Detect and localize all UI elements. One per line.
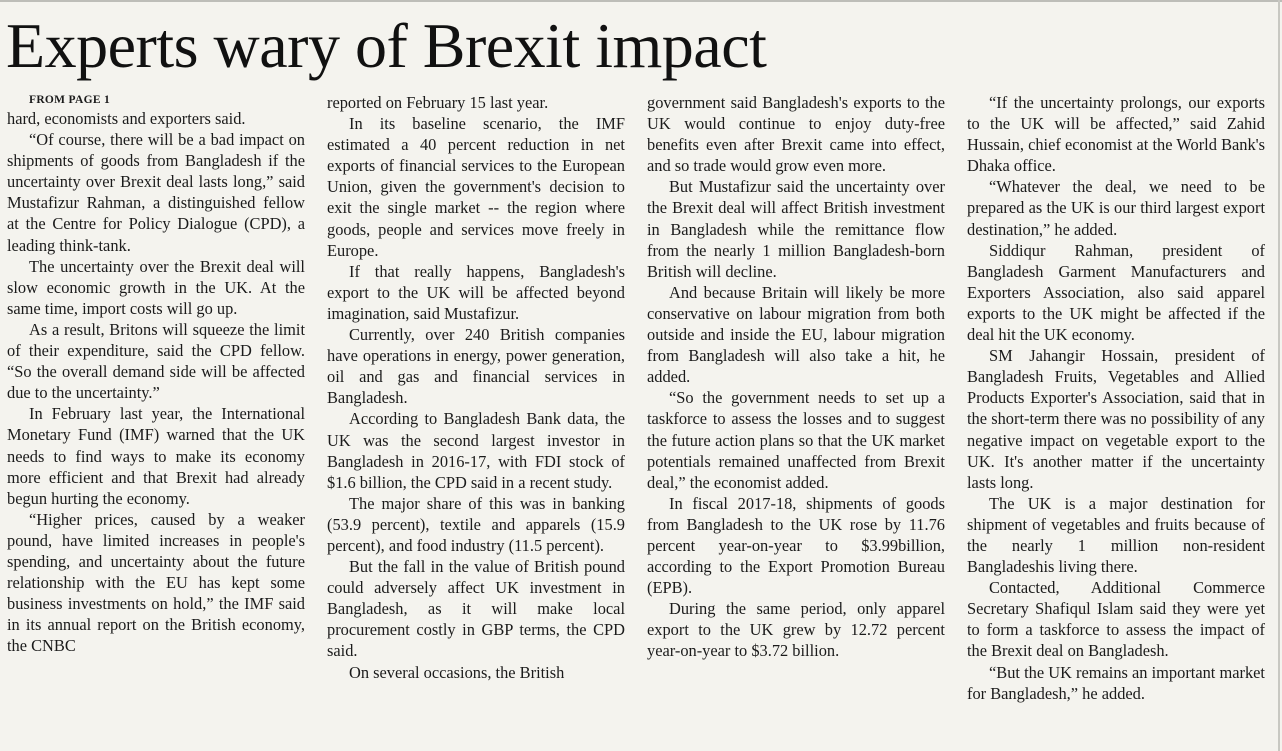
paragraph: In fiscal 2017-18, shipments of goods from Bangladesh to the UK rose by 11.76 percent year-on-year to $3.99billion, according to the Export Promotion Bureau (EPB). xyxy=(647,493,945,598)
paragraph: Currently, over 240 British companies have operations in energy, power generation, oil and gas and financial services in Bangladesh. xyxy=(327,325,625,408)
paragraph: On several occasions, the British xyxy=(349,662,565,682)
paragraph: “Higher prices, caused by a weaker pound, have limited increases in people's spending, and uncertainty about the future relationship with the EU has kept some business investments on hold,” the IMF said in its annual report on the British economy, the CNBC xyxy=(7,509,305,656)
paragraph: SM Jahangir Hossain, president of Bangladesh Fruits, Vegetables and Allied Products Exporter's Association, said that in the short-term there was no possibility of any negative impact on vegetable export to the UK. It's another matter if the uncertainty lasts long. xyxy=(967,346,1265,492)
paragraph: According to Bangladesh Bank data, the UK was the second largest investor in Bangladesh in 2016-17, with FDI stock of $1.6 billion, the CPD said in a recent study. xyxy=(327,409,625,492)
paragraph: reported on February 15 last year. xyxy=(327,93,549,112)
paragraph: “Whatever the deal, we need to be prepared as the UK is our third largest export destination,” he added. xyxy=(967,177,1265,239)
kicker-from-page: FROM PAGE 1 xyxy=(29,94,111,106)
paragraph: “So the government needs to set up a taskforce to assess the losses and to suggest the future action plans so that the UK market potentials remained unaffected from Brexit deal,” the economist added. xyxy=(647,388,945,492)
article-column-2 xyxy=(327,92,625,751)
paragraph: hard, economists and exporters said. xyxy=(7,109,246,128)
paragraph: Siddiqur Rahman, president of Bangladesh Garment Manufacturers and Exporters Association, also said apparel exports to the UK might be affected if the deal hit the UK economy. xyxy=(967,240,1265,345)
paragraph: But Mustafizur said the uncertainty over the Brexit deal will affect British investment in Bangladesh while the remittance flow from the nearly 1 million Bangladesh-born British will decline. xyxy=(647,177,945,281)
paragraph: If that really happens, Bangladesh's export to the UK will be affected beyond imagination, said Mustafizur. xyxy=(327,261,625,323)
paragraph: In February last year, the International Monetary Fund (IMF) warned that the UK needs to find ways to make its economy more efficient and that Brexit had already begun hurting the economy. xyxy=(7,404,305,508)
article-column-4 xyxy=(967,92,1265,751)
paragraph: And because Britain will likely be more conservative on labour migration from both outside and inside the EU, labour migration from Bangladesh will also take a hit, he added. xyxy=(647,282,945,387)
paragraph: government said Bangladesh's exports to the UK would continue to enjoy duty-free benefits even after Brexit came into effect, and so trade would grow even more. xyxy=(647,93,945,176)
paragraph: But the fall in the value of British pound could adversely affect UK investment in Bangladesh, as it will make local procurement costly in GBP terms, the CPD said. xyxy=(327,557,625,661)
paragraph: “But the UK remains an important market for Bangladesh,” he added. xyxy=(967,662,1265,703)
paragraph: The uncertainty over the Brexit deal will slow economic growth in the UK. At the same time, import costs will go up. xyxy=(7,256,305,318)
paragraph: In its baseline scenario, the IMF estimated a 40 percent reduction in net exports of financial services to the European Union, given the government's decision to exit the single market -- the region where goods, people and services move freely in Europe. xyxy=(327,114,625,260)
paragraph: As a result, Britons will squeeze the limit of their expenditure, said the CPD fellow. “So the overall demand side will be affected due to the uncertainty.” xyxy=(7,319,305,403)
headline: Experts wary of Brexit impact xyxy=(6,10,767,81)
article-column-1 xyxy=(7,92,305,751)
paragraph: During the same period, only apparel export to the UK grew by 12.72 percent year-on-year to $3.72 billion. xyxy=(647,599,945,661)
top-rule xyxy=(0,0,1282,2)
paragraph: The UK is a major destination for shipment of vegetables and fruits because of the nearly 1 million non-resident Bangladeshis living there. xyxy=(967,493,1265,577)
paragraph: “If the uncertainty prolongs, our exports to the UK will be affected,” said Zahid Hussain, chief economist at the World Bank's Dhaka office. xyxy=(967,93,1265,176)
article-column-3 xyxy=(647,92,945,751)
paragraph: Contacted, Additional Commerce Secretary Shafiqul Islam said they were yet to form a taskforce to assess the impact of the Brexit deal on Bangladesh. xyxy=(967,578,1265,661)
paragraph: The major share of this was in banking (53.9 percent), textile and apparels (15.9 percent), and food industry (11.5 percent). xyxy=(327,493,625,555)
paragraph: “Of course, there will be a bad impact on shipments of goods from Bangladesh if the uncertainty over Brexit deal lasts long,” said Mustafizur Rahman, a distinguished fellow at the Centre for Policy Dialogue (CPD), a leading think-tank. xyxy=(7,130,305,255)
right-column-rule xyxy=(1278,0,1280,751)
